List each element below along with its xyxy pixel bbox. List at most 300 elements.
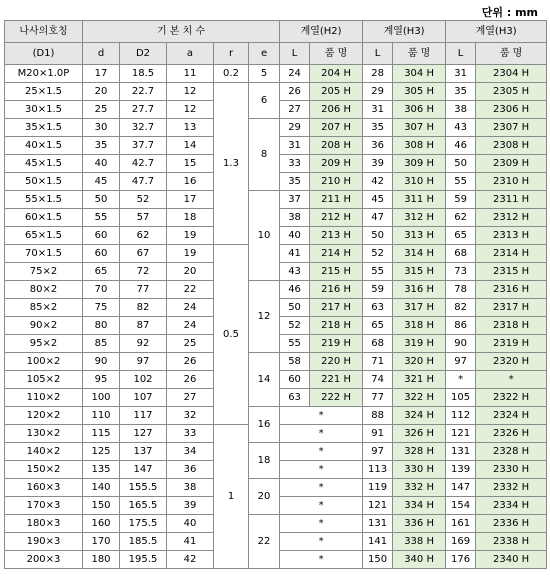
h2-part-cell: 220 H xyxy=(310,353,363,371)
d-cell: 110 xyxy=(83,407,120,425)
h3b-l-cell: 35 xyxy=(446,83,476,101)
h3-l-cell: 50 xyxy=(363,227,393,245)
h3b-part-cell: 2324 H xyxy=(476,407,547,425)
thread-size-cell: 120×2 xyxy=(5,407,83,425)
d-cell: 60 xyxy=(83,227,120,245)
d-cell: 170 xyxy=(83,533,120,551)
thread-size-cell: 110×2 xyxy=(5,389,83,407)
a-cell: 24 xyxy=(167,317,214,335)
r-header: r xyxy=(214,43,249,65)
e-cell: 14 xyxy=(249,353,280,407)
h2-part-header: 품 명 xyxy=(310,43,363,65)
d-cell: 17 xyxy=(83,65,120,83)
h3-l-cell: 28 xyxy=(363,65,393,83)
a-cell: 11 xyxy=(167,65,214,83)
spec-table xyxy=(4,20,547,569)
d-cell: 95 xyxy=(83,371,120,389)
a-cell: 14 xyxy=(167,137,214,155)
a-cell: 32 xyxy=(167,407,214,425)
r-cell: 0.5 xyxy=(214,245,249,425)
h3b-part-cell: * xyxy=(476,371,547,389)
e-cell: 22 xyxy=(249,515,280,569)
thread-size-cell: 100×2 xyxy=(5,353,83,371)
h3-part-cell: 336 H xyxy=(393,515,446,533)
h3b-part-cell: 2306 H xyxy=(476,101,547,119)
h2-l-cell: 26 xyxy=(280,83,310,101)
table-row xyxy=(5,407,547,425)
h3-part-cell: 338 H xyxy=(393,533,446,551)
h3-part-cell: 321 H xyxy=(393,371,446,389)
h3-l-cell: 74 xyxy=(363,371,393,389)
h2-l-cell: 35 xyxy=(280,173,310,191)
h3b-l-cell: 105 xyxy=(446,389,476,407)
h2-l-cell: 46 xyxy=(280,281,310,299)
h3b-l-cell: 121 xyxy=(446,425,476,443)
unit-label: 단위 : mm xyxy=(481,6,538,19)
h3b-part-cell: 2334 H xyxy=(476,497,547,515)
h2-part-cell: 213 H xyxy=(310,227,363,245)
h3b-part-cell: 2312 H xyxy=(476,209,547,227)
a-cell: 12 xyxy=(167,83,214,101)
thread-size-cell: 30×1.5 xyxy=(5,101,83,119)
h3b-part-cell: 2307 H xyxy=(476,119,547,137)
h3-part-cell: 310 H xyxy=(393,173,446,191)
h3b-part-cell: 2305 H xyxy=(476,83,547,101)
h3b-l-cell: 176 xyxy=(446,551,476,569)
h2-l-cell: 63 xyxy=(280,389,310,407)
h2-unavailable-cell: * xyxy=(280,533,363,551)
a-cell: 13 xyxy=(167,119,214,137)
a-cell: 25 xyxy=(167,335,214,353)
d-cell: 125 xyxy=(83,443,120,461)
h3b-part-cell: 2326 H xyxy=(476,425,547,443)
thread-size-cell: 130×2 xyxy=(5,425,83,443)
h3b-l-cell: 50 xyxy=(446,155,476,173)
h3-part-cell: 307 H xyxy=(393,119,446,137)
thread-size-cell: 60×1.5 xyxy=(5,209,83,227)
h2-l-cell: 31 xyxy=(280,137,310,155)
h3b-l-cell: 62 xyxy=(446,209,476,227)
h2-part-cell: 215 H xyxy=(310,263,363,281)
table-body xyxy=(5,65,547,569)
r-cell: 1 xyxy=(214,425,249,569)
d-cell: 70 xyxy=(83,281,120,299)
d2-cell: 127 xyxy=(120,425,167,443)
h3-l-cell: 63 xyxy=(363,299,393,317)
a-cell: 27 xyxy=(167,389,214,407)
h2-part-cell: 219 H xyxy=(310,335,363,353)
series-h3b-header: 계열(H3) xyxy=(446,21,547,43)
h3b-l-cell: 131 xyxy=(446,443,476,461)
d2-cell: 185.5 xyxy=(120,533,167,551)
thread-size-cell: 200×3 xyxy=(5,551,83,569)
h3b-l-cell: 55 xyxy=(446,173,476,191)
d2-cell: 137 xyxy=(120,443,167,461)
h2-l-cell: 58 xyxy=(280,353,310,371)
h3-part-cell: 305 H xyxy=(393,83,446,101)
h3b-l-cell: 82 xyxy=(446,299,476,317)
h3-part-cell: 318 H xyxy=(393,317,446,335)
h2-part-cell: 205 H xyxy=(310,83,363,101)
h3b-part-cell: 2317 H xyxy=(476,299,547,317)
h3b-part-cell: 2338 H xyxy=(476,533,547,551)
d2-cell: 18.5 xyxy=(120,65,167,83)
h3-part-cell: 313 H xyxy=(393,227,446,245)
d-cell: 80 xyxy=(83,317,120,335)
h3-l-cell: 52 xyxy=(363,245,393,263)
a-cell: 15 xyxy=(167,155,214,173)
h3b-part-header: 품 명 xyxy=(476,43,547,65)
h2-part-cell: 216 H xyxy=(310,281,363,299)
a-cell: 19 xyxy=(167,227,214,245)
h2-part-cell: 221 H xyxy=(310,371,363,389)
h3b-l-cell: 38 xyxy=(446,101,476,119)
h2-part-cell: 210 H xyxy=(310,173,363,191)
h3b-l-cell: 86 xyxy=(446,317,476,335)
h2-part-cell: 211 H xyxy=(310,191,363,209)
h3b-l-cell: 65 xyxy=(446,227,476,245)
h2-part-cell: 209 H xyxy=(310,155,363,173)
h3-part-cell: 334 H xyxy=(393,497,446,515)
h3b-part-cell: 2314 H xyxy=(476,245,547,263)
h3b-part-cell: 2322 H xyxy=(476,389,547,407)
series-h3-header: 계열(H3) xyxy=(363,21,446,43)
e-cell: 10 xyxy=(249,191,280,281)
d2-header: D2 xyxy=(120,43,167,65)
a-cell: 26 xyxy=(167,371,214,389)
h3-l-cell: 121 xyxy=(363,497,393,515)
h2-unavailable-cell: * xyxy=(280,461,363,479)
d-cell: 50 xyxy=(83,191,120,209)
h3b-l-cell: 68 xyxy=(446,245,476,263)
d2-cell: 37.7 xyxy=(120,137,167,155)
h3b-part-cell: 2319 H xyxy=(476,335,547,353)
thread-size-cell: 190×3 xyxy=(5,533,83,551)
a-cell: 34 xyxy=(167,443,214,461)
e-cell: 8 xyxy=(249,119,280,191)
table-row xyxy=(5,119,547,137)
a-cell: 41 xyxy=(167,533,214,551)
h3-part-cell: 319 H xyxy=(393,335,446,353)
d-cell: 115 xyxy=(83,425,120,443)
d-cell: 160 xyxy=(83,515,120,533)
thread-size-cell: 150×2 xyxy=(5,461,83,479)
d2-cell: 47.7 xyxy=(120,173,167,191)
h3b-part-cell: 2332 H xyxy=(476,479,547,497)
a-cell: 17 xyxy=(167,191,214,209)
h2-l-cell: 37 xyxy=(280,191,310,209)
h3b-part-cell: 2304 H xyxy=(476,65,547,83)
h2-l-cell: 41 xyxy=(280,245,310,263)
h3-l-cell: 150 xyxy=(363,551,393,569)
h3-l-cell: 131 xyxy=(363,515,393,533)
d-cell: 45 xyxy=(83,173,120,191)
h3-l-cell: 68 xyxy=(363,335,393,353)
table-row xyxy=(5,65,547,83)
h3-part-header: 품 명 xyxy=(393,43,446,65)
h3-l-header: L xyxy=(363,43,393,65)
h2-l-header: L xyxy=(280,43,310,65)
h2-unavailable-cell: * xyxy=(280,551,363,569)
h2-l-cell: 24 xyxy=(280,65,310,83)
header-row-1 xyxy=(5,21,547,43)
h2-l-cell: 60 xyxy=(280,371,310,389)
r-cell: 1.3 xyxy=(214,83,249,245)
h3-l-cell: 77 xyxy=(363,389,393,407)
d2-cell: 102 xyxy=(120,371,167,389)
d-cell: 140 xyxy=(83,479,120,497)
r-cell: 0.2 xyxy=(214,65,249,83)
h2-unavailable-cell: * xyxy=(280,425,363,443)
h2-part-cell: 206 H xyxy=(310,101,363,119)
h3-part-cell: 312 H xyxy=(393,209,446,227)
d2-cell: 42.7 xyxy=(120,155,167,173)
h3-l-cell: 119 xyxy=(363,479,393,497)
a-cell: 22 xyxy=(167,281,214,299)
h3-l-cell: 141 xyxy=(363,533,393,551)
table-row xyxy=(5,281,547,299)
h3b-l-cell: 97 xyxy=(446,353,476,371)
h3-l-cell: 47 xyxy=(363,209,393,227)
h3-part-cell: 320 H xyxy=(393,353,446,371)
thread-size-cell: 45×1.5 xyxy=(5,155,83,173)
h3b-l-cell: 154 xyxy=(446,497,476,515)
d2-cell: 22.7 xyxy=(120,83,167,101)
h3b-l-cell: 112 xyxy=(446,407,476,425)
d2-cell: 32.7 xyxy=(120,119,167,137)
h2-l-cell: 38 xyxy=(280,209,310,227)
h3b-part-cell: 2309 H xyxy=(476,155,547,173)
thread-size-cell: 50×1.5 xyxy=(5,173,83,191)
thread-size-cell: 160×3 xyxy=(5,479,83,497)
d-cell: 100 xyxy=(83,389,120,407)
a-cell: 20 xyxy=(167,263,214,281)
h3b-part-cell: 2308 H xyxy=(476,137,547,155)
e-cell: 6 xyxy=(249,83,280,119)
h2-part-cell: 212 H xyxy=(310,209,363,227)
e-cell: 12 xyxy=(249,281,280,353)
d2-cell: 62 xyxy=(120,227,167,245)
d-cell: 20 xyxy=(83,83,120,101)
d2-cell: 27.7 xyxy=(120,101,167,119)
h3b-part-cell: 2340 H xyxy=(476,551,547,569)
d-cell: 150 xyxy=(83,497,120,515)
a-cell: 19 xyxy=(167,245,214,263)
h3b-l-cell: 78 xyxy=(446,281,476,299)
h2-unavailable-cell: * xyxy=(280,407,363,425)
h2-part-cell: 208 H xyxy=(310,137,363,155)
thread-size-cell: 75×2 xyxy=(5,263,83,281)
h3b-l-cell: 139 xyxy=(446,461,476,479)
thread-size-cell: 70×1.5 xyxy=(5,245,83,263)
h3b-l-cell: 31 xyxy=(446,65,476,83)
h2-unavailable-cell: * xyxy=(280,515,363,533)
h3-part-cell: 324 H xyxy=(393,407,446,425)
d-cell: 135 xyxy=(83,461,120,479)
thread-size-cell: 180×3 xyxy=(5,515,83,533)
table-row xyxy=(5,515,547,533)
a-cell: 40 xyxy=(167,515,214,533)
h3-l-cell: 113 xyxy=(363,461,393,479)
d-cell: 90 xyxy=(83,353,120,371)
h3b-l-cell: 90 xyxy=(446,335,476,353)
a-header: a xyxy=(167,43,214,65)
header-row-2 xyxy=(5,43,547,65)
table-row xyxy=(5,191,547,209)
h3-l-cell: 39 xyxy=(363,155,393,173)
a-cell: 26 xyxy=(167,353,214,371)
thread-size-cell: 95×2 xyxy=(5,335,83,353)
e-cell: 16 xyxy=(249,407,280,443)
d-cell: 60 xyxy=(83,245,120,263)
a-cell: 12 xyxy=(167,101,214,119)
h3-l-cell: 55 xyxy=(363,263,393,281)
d2-cell: 82 xyxy=(120,299,167,317)
series-h2-header: 계열(H2) xyxy=(280,21,363,43)
d-cell: 65 xyxy=(83,263,120,281)
h3-part-cell: 316 H xyxy=(393,281,446,299)
h3b-l-cell: 161 xyxy=(446,515,476,533)
h3-l-cell: 29 xyxy=(363,83,393,101)
thread-size-cell: 40×1.5 xyxy=(5,137,83,155)
h3b-part-cell: 2310 H xyxy=(476,173,547,191)
h3-part-cell: 322 H xyxy=(393,389,446,407)
a-cell: 16 xyxy=(167,173,214,191)
h3-part-cell: 304 H xyxy=(393,65,446,83)
h3b-part-cell: 2336 H xyxy=(476,515,547,533)
a-cell: 42 xyxy=(167,551,214,569)
table-row xyxy=(5,443,547,461)
a-cell: 33 xyxy=(167,425,214,443)
h3b-part-cell: 2316 H xyxy=(476,281,547,299)
d2-cell: 97 xyxy=(120,353,167,371)
d-cell: 55 xyxy=(83,209,120,227)
h3-part-cell: 326 H xyxy=(393,425,446,443)
h2-unavailable-cell: * xyxy=(280,479,363,497)
h3-part-cell: 328 H xyxy=(393,443,446,461)
d2-cell: 155.5 xyxy=(120,479,167,497)
thread-size-cell: 55×1.5 xyxy=(5,191,83,209)
thread-sub-header: (D1) xyxy=(5,43,83,65)
e-header: e xyxy=(249,43,280,65)
thread-header: 나사의호칭 xyxy=(5,21,83,43)
h3-part-cell: 315 H xyxy=(393,263,446,281)
h2-part-cell: 217 H xyxy=(310,299,363,317)
d2-cell: 67 xyxy=(120,245,167,263)
h2-l-cell: 55 xyxy=(280,335,310,353)
h3-l-cell: 97 xyxy=(363,443,393,461)
a-cell: 18 xyxy=(167,209,214,227)
h2-l-cell: 43 xyxy=(280,263,310,281)
d-cell: 40 xyxy=(83,155,120,173)
h3b-part-cell: 2318 H xyxy=(476,317,547,335)
d2-cell: 117 xyxy=(120,407,167,425)
e-cell: 20 xyxy=(249,479,280,515)
h2-part-cell: 222 H xyxy=(310,389,363,407)
h3-l-cell: 59 xyxy=(363,281,393,299)
d2-cell: 72 xyxy=(120,263,167,281)
h3-l-cell: 36 xyxy=(363,137,393,155)
a-cell: 24 xyxy=(167,299,214,317)
thread-size-cell: 80×2 xyxy=(5,281,83,299)
basic-dimensions-header: 기 본 치 수 xyxy=(83,21,280,43)
thread-size-cell: 105×2 xyxy=(5,371,83,389)
h3-part-cell: 317 H xyxy=(393,299,446,317)
thread-size-cell: 170×3 xyxy=(5,497,83,515)
h3b-part-cell: 2315 H xyxy=(476,263,547,281)
h2-part-cell: 218 H xyxy=(310,317,363,335)
d-cell: 75 xyxy=(83,299,120,317)
h3b-part-cell: 2311 H xyxy=(476,191,547,209)
h3b-l-cell: 169 xyxy=(446,533,476,551)
h2-l-cell: 40 xyxy=(280,227,310,245)
h3-part-cell: 314 H xyxy=(393,245,446,263)
e-cell: 18 xyxy=(249,443,280,479)
d-cell: 85 xyxy=(83,335,120,353)
e-cell: 5 xyxy=(249,65,280,83)
d-cell: 180 xyxy=(83,551,120,569)
h3-part-cell: 340 H xyxy=(393,551,446,569)
h3-l-cell: 42 xyxy=(363,173,393,191)
d-header: d xyxy=(83,43,120,65)
d-cell: 25 xyxy=(83,101,120,119)
h2-unavailable-cell: * xyxy=(280,497,363,515)
h3b-part-cell: 2330 H xyxy=(476,461,547,479)
h2-l-cell: 29 xyxy=(280,119,310,137)
thread-size-cell: 25×1.5 xyxy=(5,83,83,101)
table-row xyxy=(5,479,547,497)
d2-cell: 77 xyxy=(120,281,167,299)
h3b-l-cell: 43 xyxy=(446,119,476,137)
h3b-part-cell: 2328 H xyxy=(476,443,547,461)
h3b-part-cell: 2320 H xyxy=(476,353,547,371)
h3b-l-header: L xyxy=(446,43,476,65)
h3-l-cell: 88 xyxy=(363,407,393,425)
d2-cell: 52 xyxy=(120,191,167,209)
h3b-part-cell: 2313 H xyxy=(476,227,547,245)
a-cell: 36 xyxy=(167,461,214,479)
h3-l-cell: 91 xyxy=(363,425,393,443)
h3-part-cell: 330 H xyxy=(393,461,446,479)
a-cell: 38 xyxy=(167,479,214,497)
thread-size-cell: 140×2 xyxy=(5,443,83,461)
h3-part-cell: 332 H xyxy=(393,479,446,497)
d-cell: 35 xyxy=(83,137,120,155)
d2-cell: 165.5 xyxy=(120,497,167,515)
d2-cell: 92 xyxy=(120,335,167,353)
h3b-l-cell: 59 xyxy=(446,191,476,209)
thread-size-cell: 85×2 xyxy=(5,299,83,317)
table-row xyxy=(5,353,547,371)
h3b-l-cell: 46 xyxy=(446,137,476,155)
h3-l-cell: 71 xyxy=(363,353,393,371)
h3-part-cell: 308 H xyxy=(393,137,446,155)
d2-cell: 147 xyxy=(120,461,167,479)
thread-size-cell: 35×1.5 xyxy=(5,119,83,137)
h3-part-cell: 309 H xyxy=(393,155,446,173)
d2-cell: 87 xyxy=(120,317,167,335)
h2-l-cell: 52 xyxy=(280,317,310,335)
h3-part-cell: 311 H xyxy=(393,191,446,209)
d2-cell: 195.5 xyxy=(120,551,167,569)
thread-size-cell: M20×1.0P xyxy=(5,65,83,83)
d-cell: 30 xyxy=(83,119,120,137)
d2-cell: 107 xyxy=(120,389,167,407)
h3b-l-cell: * xyxy=(446,371,476,389)
thread-size-cell: 90×2 xyxy=(5,317,83,335)
h3b-l-cell: 147 xyxy=(446,479,476,497)
h3-l-cell: 35 xyxy=(363,119,393,137)
